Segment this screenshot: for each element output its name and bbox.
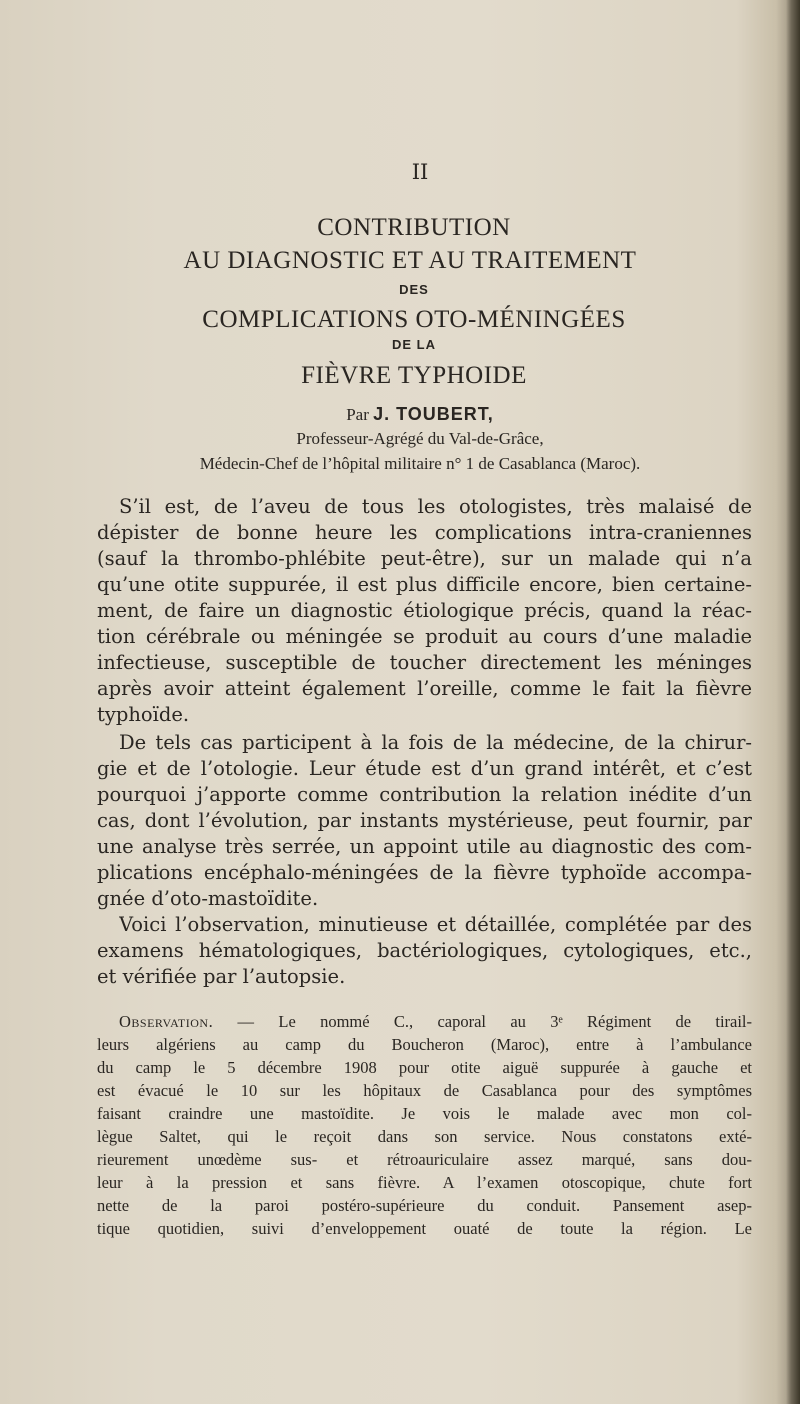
body-line: typhoïde.: [97, 703, 190, 726]
body-line: dépister de bonne heure les complications intra-craniennes: [97, 521, 752, 544]
observation-line: tique quotidien, suivi d’enveloppement ouaté de toute la région. Le: [97, 1219, 752, 1238]
body-line: une analyse très serrée, un appoint utile au diagnostic des com-: [97, 835, 752, 858]
body-line: et vérifiée par l’autopsie.: [97, 965, 346, 988]
body-line: pourquoi j’apporte comme contribution la relation inédite d’un: [97, 783, 752, 806]
body-line: cas, dont l’évolution, par instants mystérieuse, peut fournir, par: [97, 809, 752, 832]
body-line: Voici l’observation, minutieuse et détaillée, complétée par des: [119, 913, 752, 936]
observation-line: leur à la pression et sans fièvre. A l’examen otoscopique, chute fort: [97, 1173, 752, 1192]
body-line: gie et de l’otologie. Leur étude est d’un grand intérêt, et c’est: [97, 757, 752, 780]
byline-par: Par: [346, 405, 369, 424]
observation-line: rieurement unœdème sus- et rétroauriculaire assez marqué, sans dou-: [97, 1150, 752, 1169]
author-name: J. TOUBERT,: [373, 404, 494, 424]
observation-line: nette de la paroi postéro-supérieure du conduit. Pansement asep-: [97, 1196, 752, 1215]
title-line-4: COMPLICATIONS OTO-MÉNINGÉES: [202, 306, 626, 333]
observation-label: Observation.: [119, 1012, 214, 1031]
author-affiliation-1: Professeur-Agrégé du Val-de-Grâce,: [296, 429, 544, 448]
observation-line: du camp le 5 décembre 1908 pour otite aiguë suppurée à gauche et: [97, 1058, 752, 1077]
title-line-5: DE LA: [392, 337, 436, 352]
body-line: qu’une otite suppurée, il est plus difficile encore, bien certaine-: [97, 573, 752, 596]
body-line: ment, de faire un diagnostic étiologique précis, quand la réac-: [97, 599, 752, 622]
body-line: infectieuse, susceptible de toucher directement les méninges: [97, 651, 752, 674]
title-line-6: FIÈVRE TYPHOIDE: [301, 362, 527, 389]
observation-first-line: [119, 1011, 752, 1033]
body-line: S’il est, de l’aveu de tous les otologistes, très malaisé de: [119, 495, 752, 518]
body-line: De tels cas participent à la fois de la médecine, de la chirur-: [119, 731, 752, 754]
body-line: plications encéphalo-méningées de la fièvre typhoïde accompa-: [97, 861, 752, 884]
observation-first-text: — Le nommé C., caporal au 3ᵉ Régiment de tirail-: [237, 1012, 752, 1031]
chapter-number: II: [411, 160, 429, 184]
title-line-1: CONTRIBUTION: [317, 214, 511, 241]
observation-line: leurs algériens au camp du Boucheron (Maroc), entre à l’ambulance: [97, 1035, 752, 1054]
title-line-2: AU DIAGNOSTIC ET AU TRAITEMENT: [183, 247, 637, 274]
title-line-3: DES: [399, 282, 429, 297]
observation-line: est évacué le 10 sur les hôpitaux de Casablanca pour des symptômes: [97, 1081, 752, 1100]
body-line: examens hématologiques, bactériologiques, cytologiques, etc.,: [97, 939, 752, 962]
observation-line: lègue Saltet, qui le reçoit dans son service. Nous constatons exté-: [97, 1127, 752, 1146]
byline-author: [0, 404, 800, 425]
author-affiliation-2: Médecin-Chef de l’hôpital militaire n° 1 de Casablanca (Maroc).: [199, 454, 641, 473]
body-line: (sauf la thrombo-phlébite peut-être), sur un malade qui n’a: [97, 547, 752, 570]
body-line: tion cérébrale ou méningée se produit au cours d’une maladie: [97, 625, 752, 648]
observation-line: faisant craindre une mastoïdite. Je vois le malade avec mon col-: [97, 1104, 752, 1123]
body-line: gnée d’oto-mastoïdite.: [97, 887, 319, 910]
body-line: après avoir atteint également l’oreille, comme le fait la fièvre: [97, 677, 752, 700]
